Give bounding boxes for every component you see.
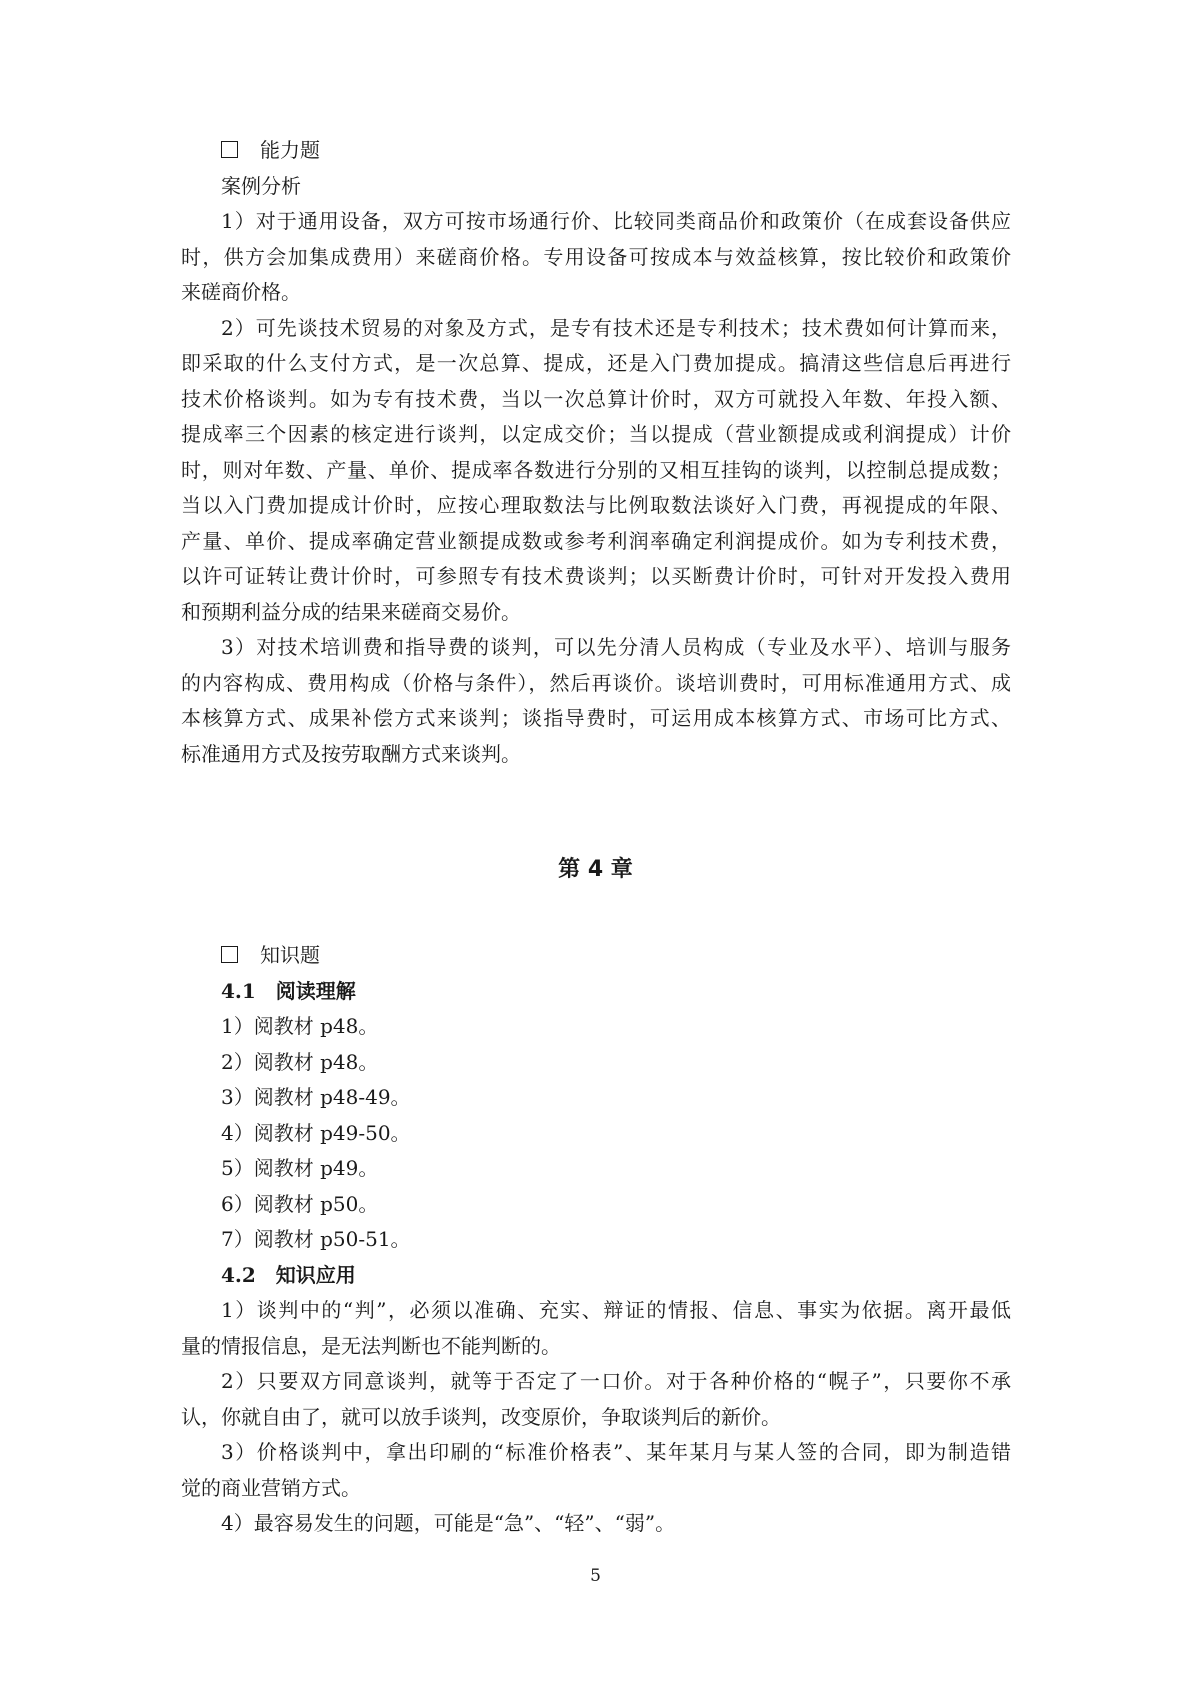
list-item: 7）阅教材 p50-51。 xyxy=(221,1227,411,1251)
case-paragraph-1 xyxy=(181,204,1011,311)
paragraph-line: 4）最容易发生的问题，可能是“急”、“轻”、“弱”。 xyxy=(221,1511,676,1535)
application-paragraph-4 xyxy=(181,1506,1011,1542)
paragraph-line: 产量、单价、提成率确定营业额提成数或参考利润率确定利润提成价。如为专利技术费， xyxy=(181,528,1011,553)
paragraph-line: 当以入门费加提成计价时，应按心理取数法与比例取数法谈好入门费，再视提成的年限、 xyxy=(181,493,1011,517)
paragraph-line: 即采取的什么支付方式，是一次总算、提成，还是入门费加提成。搞清这些信息后再进行 xyxy=(181,351,1011,375)
application-paragraph-3 xyxy=(181,1435,1011,1506)
list-item: 4）阅教材 p49-50。 xyxy=(221,1120,411,1145)
page-number: 5 xyxy=(590,1566,601,1586)
case-analysis-heading: 案例分析 xyxy=(221,173,301,198)
list-item: 5）阅教材 p49。 xyxy=(221,1156,379,1180)
list-item: 6）阅教材 p50。 xyxy=(221,1191,379,1216)
paragraph-line: 3）对技术培训费和指导费的谈判，可以先分清人员构成（专业及水平）、培训与服务 xyxy=(221,635,1011,659)
paragraph-line: 提成率三个因素的核定进行谈判，以定成交价；当以提成（营业额提成或利润提成）计价 xyxy=(181,422,1011,446)
list-item: 1）阅教材 p48。 xyxy=(221,1014,379,1038)
paragraph-line: 本核算方式、成果补偿方式来谈判；谈指导费时，可运用成本核算方式、市场可比方式、 xyxy=(181,706,1011,730)
subsection-heading-4-1: 4.1 阅读理解 xyxy=(221,978,356,1003)
paragraph-line: 2）只要双方同意谈判，就等于否定了一口价。对于各种价格的“幌子”，只要你不承 xyxy=(221,1369,1011,1393)
chapter-heading: 第 4 章 xyxy=(558,857,633,882)
ability-section xyxy=(181,133,1011,772)
paragraph-line: 时，则对年数、产量、单价、提成率各数进行分别的又相互挂钩的谈判，以控制总提成数； xyxy=(181,457,1011,482)
paragraph-line: 标准通用方式及按劳取酬方式来谈判。 xyxy=(181,741,521,766)
paragraph-line: 量的情报信息，是无法判断也不能判断的。 xyxy=(181,1333,561,1358)
paragraph-line: 1）谈判中的“判”，必须以准确、充实、辩证的情报、信息、事实为依据。离开最低 xyxy=(221,1298,1011,1322)
knowledge-heading xyxy=(181,938,1011,974)
reading-list xyxy=(181,1009,1011,1258)
paragraph-line: 的内容构成、费用构成（价格与条件），然后再谈价。谈培训费时，可用标准通用方式、成 xyxy=(181,670,1011,695)
paragraph-line: 3）价格谈判中，拿出印刷的“标准价格表”、某年某月与某人签的合同，即为制造错 xyxy=(221,1440,1011,1464)
paragraph-line: 认，你就自由了，就可以放手谈判，改变原价，争取谈判后的新价。 xyxy=(181,1404,781,1429)
paragraph-line: 觉的商业营销方式。 xyxy=(181,1475,361,1500)
checkbox-square-icon xyxy=(221,946,238,963)
ability-heading xyxy=(181,133,1011,169)
paragraph-line: 技术价格谈判。如为专有技术费，当以一次总算计价时，双方可就投入年数、年投入额、 xyxy=(181,386,1011,411)
case-paragraph-3 xyxy=(181,630,1011,772)
paragraph-line: 来磋商价格。 xyxy=(181,280,301,304)
application-paragraph-2 xyxy=(181,1364,1011,1435)
knowledge-title: 知识题 xyxy=(260,943,320,967)
checkbox-square-icon xyxy=(221,141,238,158)
paragraph-line: 和预期利益分成的结果来磋商交易价。 xyxy=(181,599,521,624)
paragraph-line: 2）可先谈技术贸易的对象及方式，是专有技术还是专利技术；技术费如何计算而来， xyxy=(221,315,1011,340)
subsection-heading-4-2: 4.2 知识应用 xyxy=(221,1262,356,1287)
paragraph-line: 时，供方会加集成费用）来磋商价格。专用设备可按成本与效益核算，按比较价和政策价 xyxy=(181,244,1011,269)
knowledge-section xyxy=(181,938,1011,1542)
ability-title: 能力题 xyxy=(260,138,320,162)
list-item: 3）阅教材 p48-49。 xyxy=(221,1085,411,1109)
application-paragraph-1 xyxy=(181,1293,1011,1364)
paragraph-line: 1）对于通用设备，双方可按市场通行价、比较同类商品价和政策价（在成套设备供应 xyxy=(221,209,1011,233)
case-paragraph-2 xyxy=(181,311,1011,631)
list-item: 2）阅教材 p48。 xyxy=(221,1049,379,1074)
paragraph-line: 以许可证转让费计价时，可参照专有技术费谈判；以买断费计价时，可针对开发投入费用 xyxy=(181,564,1011,588)
